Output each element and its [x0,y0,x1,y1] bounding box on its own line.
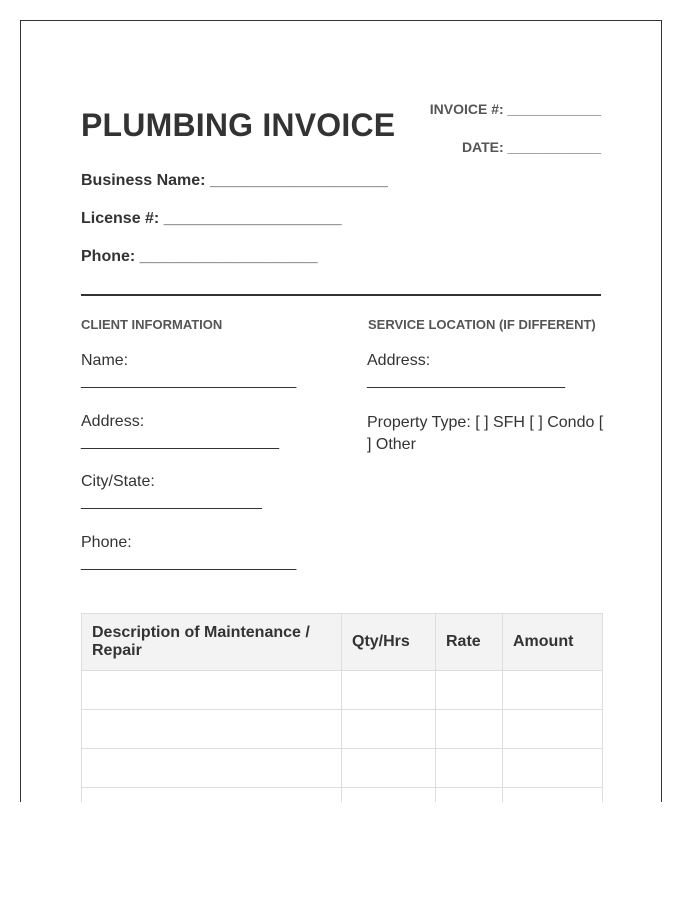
column-header-rate: Rate [436,614,503,671]
amount-cell[interactable] [503,788,603,803]
column-header-qty-hrs: Qty/Hrs [342,614,436,671]
client-name-field[interactable] [81,351,296,391]
table-row [82,710,603,749]
rate-cell[interactable] [436,749,503,788]
rate-cell[interactable] [436,671,503,710]
invoice-date-field[interactable]: DATE: ____________ [461,139,601,155]
client-phone-line[interactable]: _________________________ [81,554,296,571]
client-address-line[interactable]: _______________________ [81,433,279,450]
client-name-line[interactable]: _________________________ [81,372,296,389]
description-cell[interactable] [82,710,342,749]
amount-cell[interactable] [503,710,603,749]
rate-cell[interactable] [436,710,503,749]
license-number-field[interactable]: License #: ____________________ [81,210,342,227]
client-city-state-label: City/State: [81,473,155,490]
client-address-field[interactable] [81,412,279,452]
amount-cell[interactable] [503,671,603,710]
client-name-label: Name: [81,352,129,369]
qty-hrs-cell[interactable] [342,710,436,749]
invoice-title: PLUMBING INVOICE [81,107,396,143]
section-divider [81,294,601,296]
table-header-row [82,614,603,671]
table-row [82,671,603,710]
invoice-page [20,20,662,802]
table-row [82,788,603,803]
client-city-state-line[interactable]: _____________________ [81,493,262,510]
client-city-state-field[interactable] [81,472,262,512]
maintenance-items-table [81,613,603,802]
description-cell[interactable] [82,749,342,788]
property-type-options[interactable]: Property Type: [ ] SFH [ ] Condo [ ] Other [367,414,604,453]
description-cell[interactable] [82,671,342,710]
business-name-field[interactable]: Business Name: ____________________ [81,172,388,189]
invoice-number-field[interactable]: INVOICE #: ____________ [429,101,601,117]
rate-cell[interactable] [436,788,503,803]
client-phone-label: Phone: [81,534,132,551]
column-header-amount: Amount [503,614,603,671]
client-information-heading: CLIENT INFORMATION [81,317,223,332]
amount-cell[interactable] [503,749,603,788]
business-phone-field[interactable]: Phone: ____________________ [81,248,318,265]
qty-hrs-cell[interactable] [342,671,436,710]
column-header-description: Description of Maintenance / Repair [82,614,342,671]
service-address-label: Address: [367,352,431,369]
qty-hrs-cell[interactable] [342,788,436,803]
service-address-field[interactable] [367,351,565,391]
service-location-heading: SERVICE LOCATION (IF DIFFERENT) [368,317,596,332]
client-phone-field[interactable] [81,533,296,573]
qty-hrs-cell[interactable] [342,749,436,788]
description-cell[interactable] [82,788,342,803]
table-row [82,749,603,788]
service-address-line[interactable]: _______________________ [367,372,565,389]
client-address-label: Address: [81,413,145,430]
